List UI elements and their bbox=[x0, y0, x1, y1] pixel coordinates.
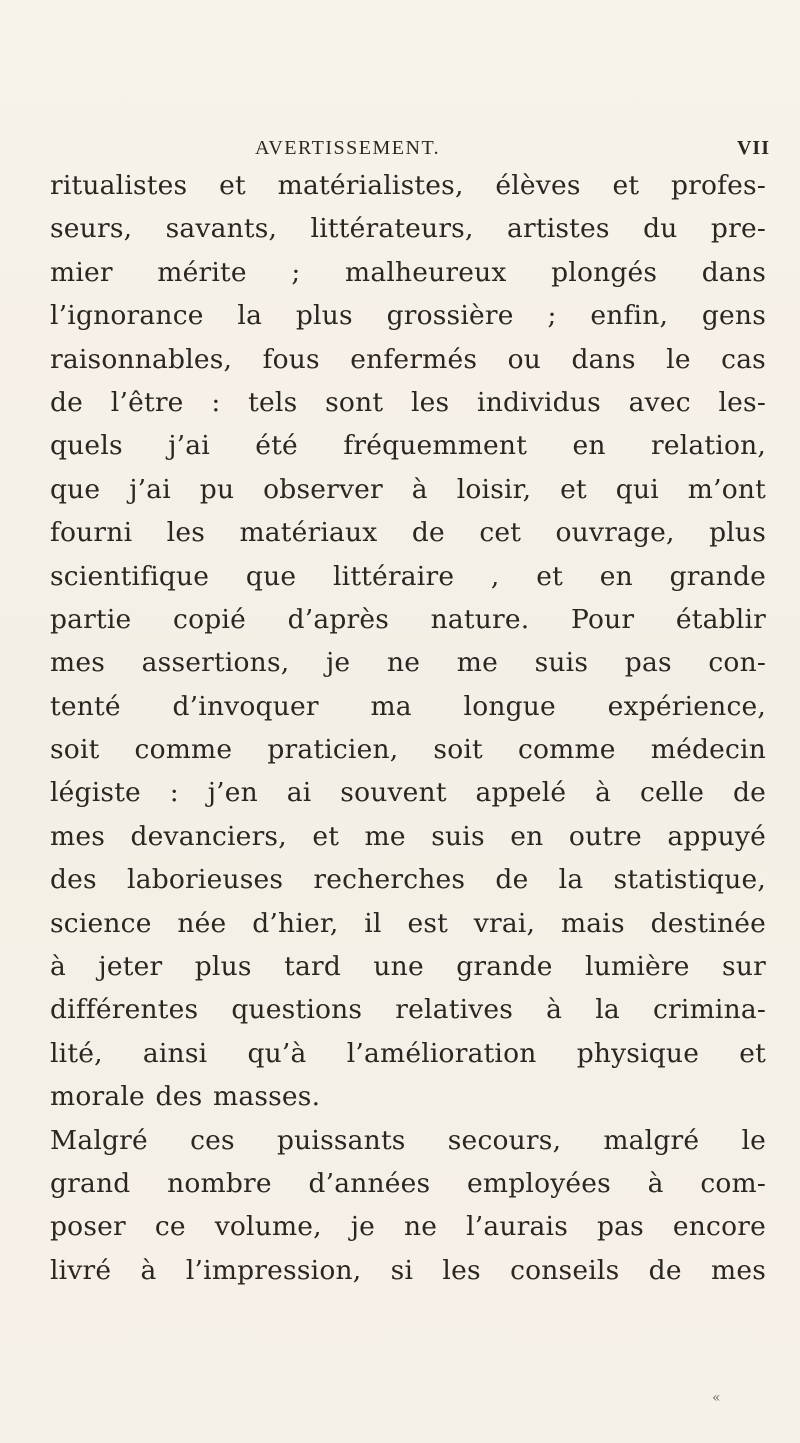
text-line: raisonnables, fous enfermés ou dans le cas bbox=[50, 343, 766, 375]
text-line: l’ignorance la plus grossière ; enfin, gens bbox=[50, 300, 766, 332]
text-line: mes devanciers, et me suis en outre appuyé bbox=[50, 820, 766, 852]
text-line: poser ce volume, je ne l’aurais pas encore bbox=[50, 1211, 766, 1243]
text-line: mier mérite ; malheureux plongés dans bbox=[50, 256, 766, 288]
text-line: des laborieuses recherches de la statistique, bbox=[50, 864, 766, 896]
text-line: de l’être : tels sont les individus avec les- bbox=[50, 386, 766, 418]
text-line: soit comme praticien, soit comme médecin bbox=[50, 734, 766, 766]
running-head bbox=[255, 137, 770, 167]
text-line: ritualistes et matérialistes, élèves et profes- bbox=[50, 170, 766, 201]
text-line: morale des masses. bbox=[50, 1081, 321, 1113]
text-line: tenté d’invoquer ma longue expérience, bbox=[50, 690, 766, 722]
running-head-title: AVERTISSEMENT. bbox=[255, 137, 441, 159]
printer-mark: « bbox=[712, 1390, 721, 1406]
text-line: fourni les matériaux de cet ouvrage, plus bbox=[50, 517, 766, 549]
text-line: grand nombre d’années employées à com- bbox=[50, 1167, 766, 1199]
body-text bbox=[50, 164, 766, 1292]
text-line: Malgré ces puissants secours, malgré le bbox=[50, 1124, 766, 1156]
text-line: mes assertions, je ne me suis pas con- bbox=[50, 647, 766, 679]
text-line: légiste : j’en ai souvent appelé à celle de bbox=[50, 777, 766, 809]
text-line: lité, ainsi qu’à l’amélioration physique et bbox=[50, 1037, 766, 1069]
text-line: livré à l’impression, si les conseils de mes bbox=[50, 1254, 766, 1286]
text-line: partie copié d’après nature. Pour établir bbox=[50, 603, 766, 635]
text-line: que j’ai pu observer à loisir, et qui m’ont bbox=[50, 473, 766, 505]
page-number: VII bbox=[736, 137, 770, 159]
text-line: scientifique que littéraire , et en grande bbox=[50, 560, 766, 592]
text-line: à jeter plus tard une grande lumière sur bbox=[50, 951, 766, 983]
text-line: différentes questions relatives à la crimina- bbox=[50, 994, 766, 1026]
text-line: seurs, savants, littérateurs, artistes du pre- bbox=[50, 213, 766, 245]
text-line: quels j’ai été fréquemment en relation, bbox=[50, 430, 766, 462]
text-line: science née d’hier, il est vrai, mais destinée bbox=[50, 907, 766, 939]
